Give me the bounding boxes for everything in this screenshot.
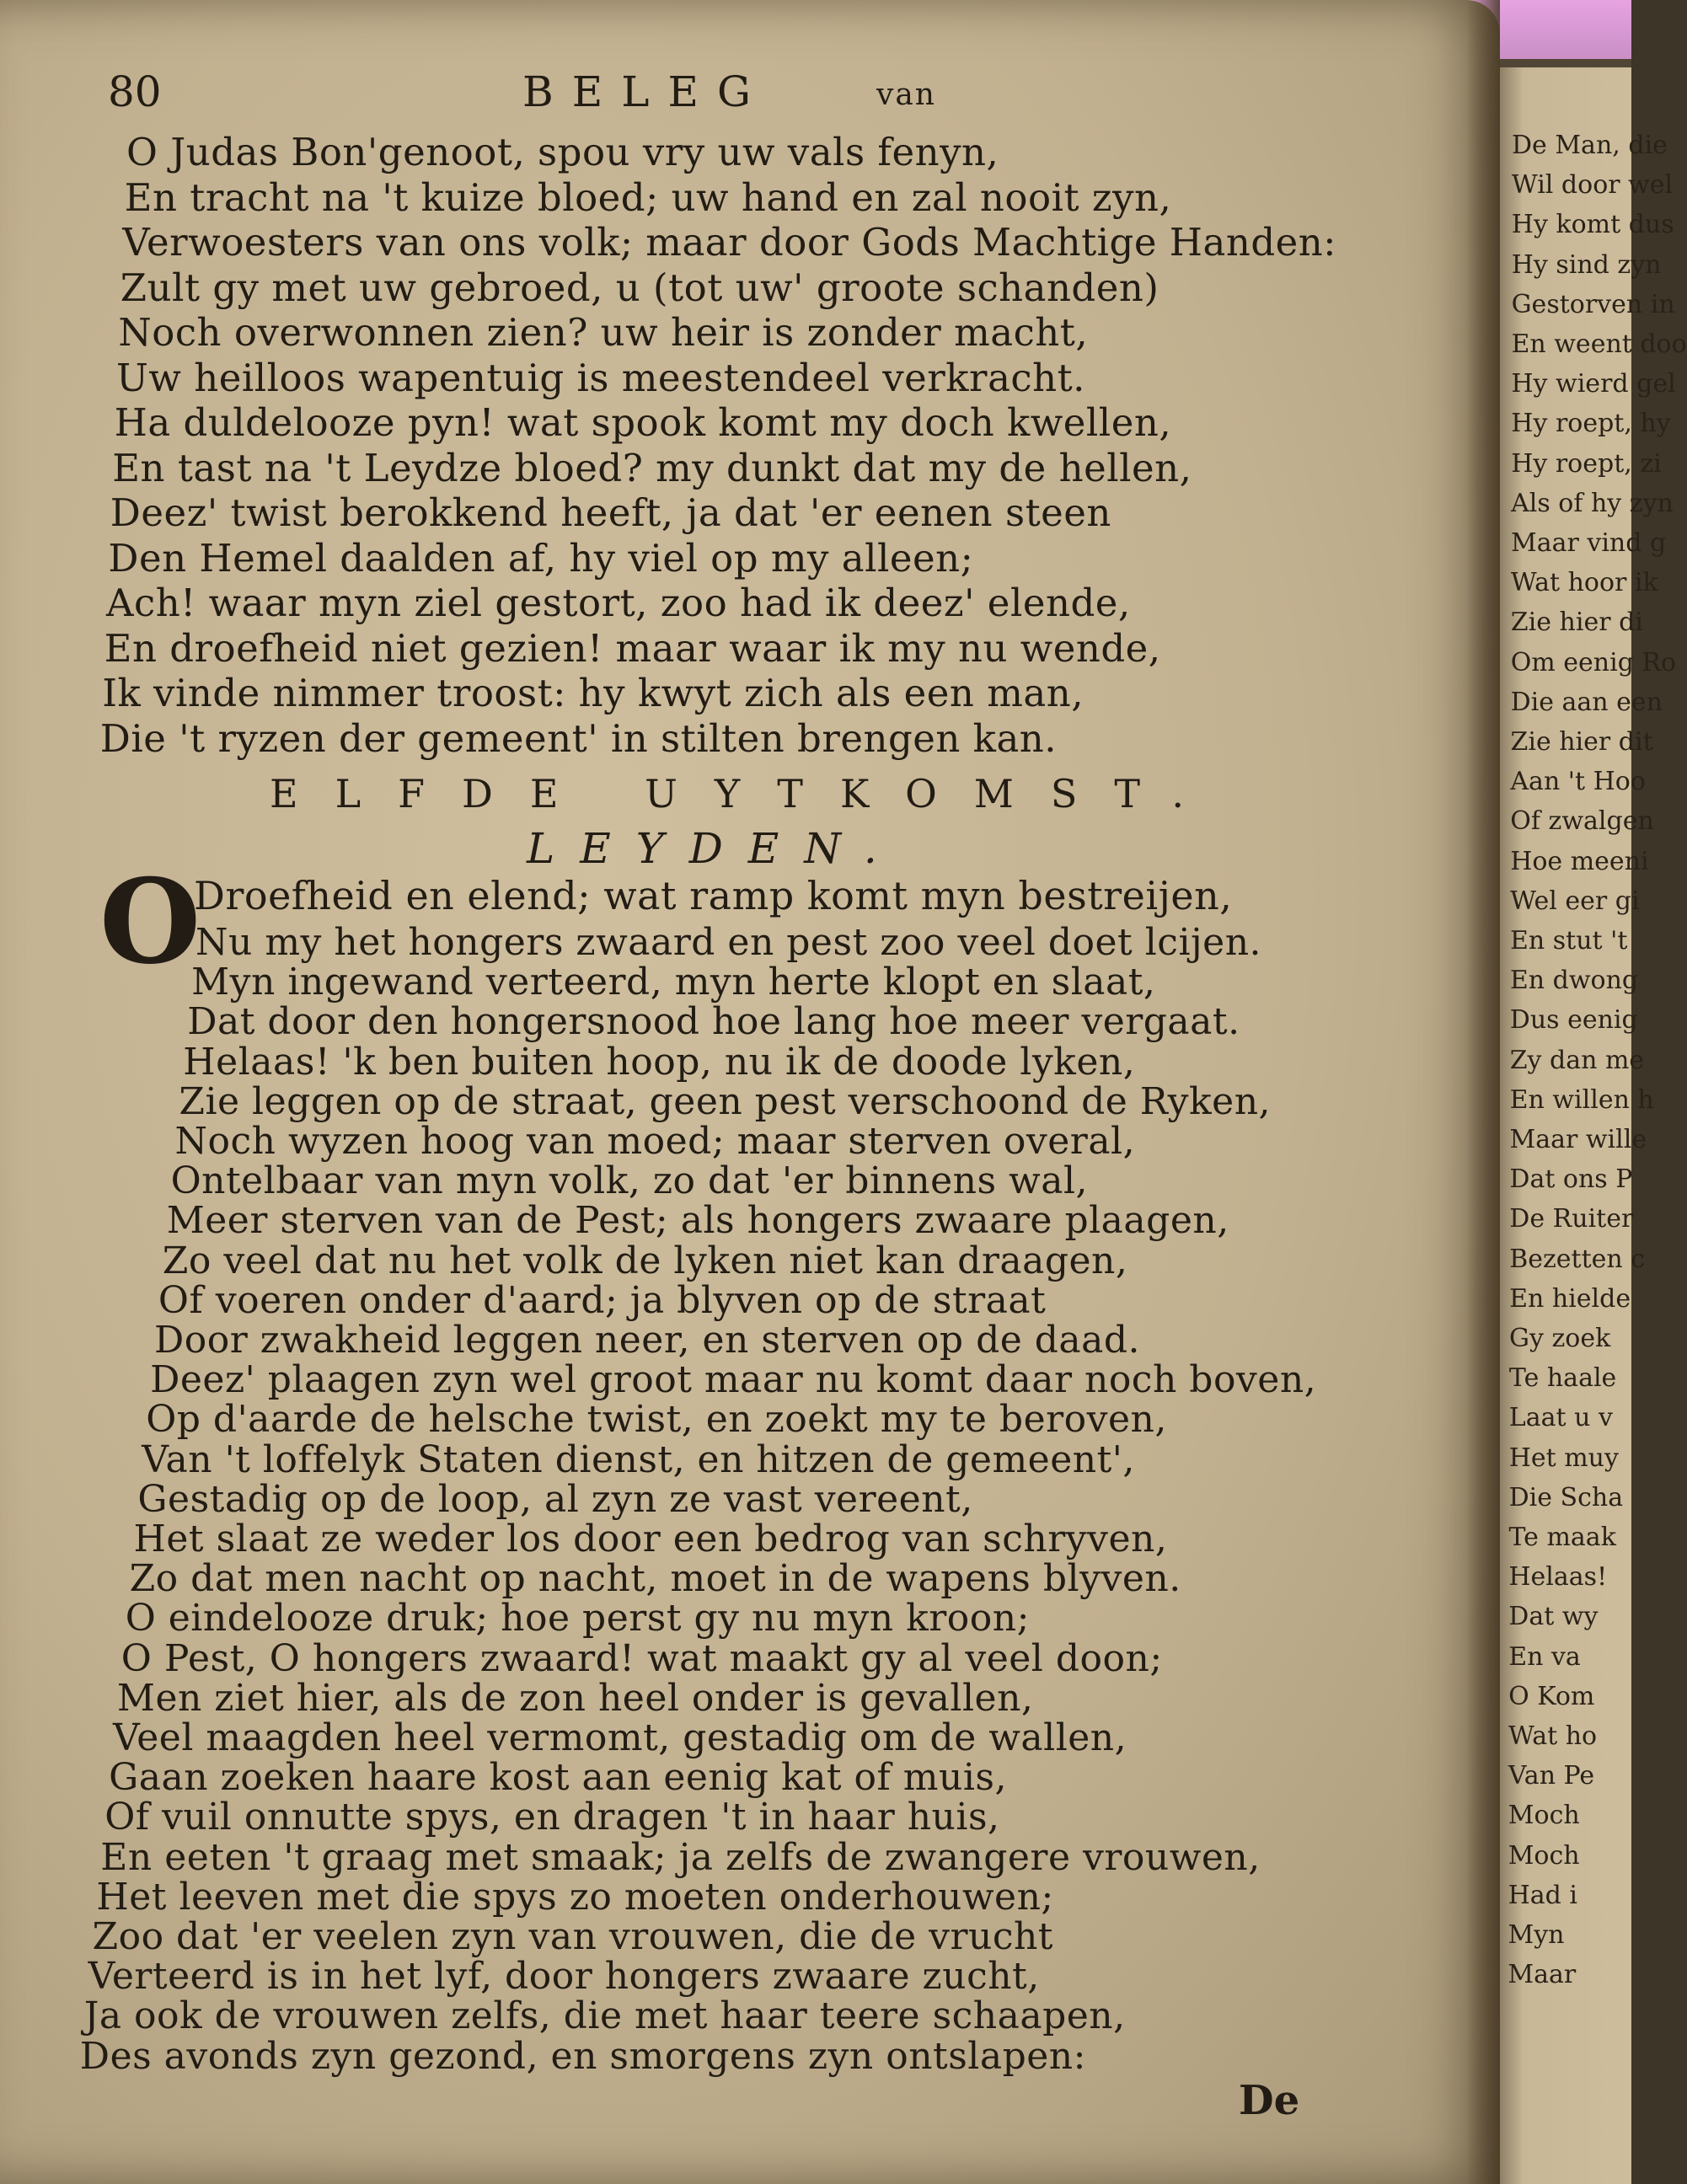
verse-line: Meer sterven van de Pest; als hongers zwaare plaagen,	[166, 1199, 1229, 1243]
facing-page-line: Hy wierd gel	[1511, 369, 1676, 399]
facing-page-line: Te haale	[1508, 1363, 1617, 1394]
facing-page-line: En hielde	[1509, 1283, 1631, 1314]
facing-page-line: Had i	[1508, 1880, 1577, 1910]
facing-page-line: Het muy	[1508, 1443, 1619, 1473]
book-gutter-shadow	[1466, 0, 1500, 2184]
verse-line: En droefheid niet gezien! maar waar ik my nu wende,	[104, 625, 1161, 671]
facing-page-line: Hy roept, zi	[1511, 448, 1662, 479]
facing-page-line: Moch	[1508, 1840, 1580, 1871]
facing-page-line: Gy zoek	[1509, 1324, 1611, 1353]
verse-line: Helaas! 'k ben buiten hoop, nu ik de doode lyken,	[183, 1040, 1136, 1084]
verse-line: Ja ook de vrouwen zelfs, die met haar teere schaapen,	[83, 1994, 1126, 2038]
speaker-name: LEYDEN.	[527, 824, 902, 873]
facing-page-line: Bezetten c	[1509, 1244, 1646, 1274]
verse-line: Van 't loffelyk Staten dienst, en hitzen de gemeent',	[142, 1437, 1135, 1481]
verse-line: Of voeren onder d'aard; ja blyven op de straat	[158, 1278, 1047, 1322]
facing-page-line: Maar vind g	[1511, 528, 1667, 558]
right-page-fragment	[1500, 67, 1687, 2184]
verse-line: Ha duldelooze pyn! wat spook komt my doch kwellen,	[114, 400, 1172, 445]
verse-line: O Pest, O hongers zwaard! wat maakt gy al veel doon;	[121, 1636, 1163, 1680]
verse-line: Verteerd is in het lyf, door hongers zwaare zucht,	[88, 1955, 1040, 1999]
verse-line: Zo dat men nacht op nacht, moet in de wapens blyven.	[129, 1557, 1181, 1601]
facing-page-line: En va	[1508, 1641, 1581, 1672]
verse-line: Deez' twist berokkend heeft, ja dat 'er eenen steen	[110, 490, 1111, 535]
facing-page-line: O Kom	[1508, 1681, 1595, 1711]
facing-page-line: Maar wille	[1509, 1125, 1647, 1154]
verse-line: Gestadig op de loop, al zyn ze vast vereent,	[137, 1477, 973, 1521]
verse-line: Of vuil onnutte spys, en dragen 't in haar huis,	[104, 1796, 1000, 1839]
facing-page-line: Of zwalgen	[1510, 806, 1654, 837]
running-title-tail: van	[876, 78, 936, 112]
facing-page-line: Te maak	[1508, 1523, 1616, 1552]
facing-page-line: Wat ho	[1508, 1721, 1598, 1751]
facing-page-line: Hoe meeni	[1510, 846, 1649, 876]
facing-page-line: Wel eer gi	[1510, 886, 1640, 916]
facing-page-line: Om eenig Ro	[1510, 647, 1677, 677]
page-number: 80	[108, 67, 162, 116]
facing-page-line: De Ruiter	[1509, 1204, 1634, 1234]
verse-line: Men ziet hier, als de zon heel onder is gevallen,	[116, 1676, 1034, 1720]
facing-page-line: Aan 't Hoo	[1510, 767, 1646, 797]
facing-page-line: Dat ons P	[1509, 1164, 1633, 1195]
facing-page-line: Zy dan me	[1509, 1045, 1645, 1075]
verse-line: Zo veel dat nu het volk de lyken niet kan draagen,	[162, 1239, 1128, 1282]
facing-page-line: Dat wy	[1508, 1602, 1599, 1632]
facing-page-line: Die Scha	[1508, 1482, 1624, 1512]
verse-line: En eeten 't graag met smaak; ja zelfs de zwangere vrouwen,	[100, 1835, 1261, 1879]
verse-line: Door zwakheid leggen neer, en sterven op de daad.	[154, 1319, 1141, 1362]
verse-line: Uw heilloos wapentuig is meestendeel verkracht.	[116, 355, 1085, 400]
verse-line: Op d'aarde de helsche twist, en zoekt my te beroven,	[146, 1398, 1167, 1442]
facing-page-line: De Man, die	[1512, 131, 1668, 160]
drop-cap: O	[99, 853, 201, 990]
verse-line-first: Droefheid en elend; wat ramp komt myn bestreijen,	[194, 873, 1233, 918]
verse-line: Het slaat ze weder los door een bedrog van schryven,	[133, 1518, 1168, 1560]
verse-line: Dat door den hongersnood hoe lang hoe meer vergaat.	[187, 1000, 1240, 1044]
verse-line: Ach! waar myn ziel gestort, zoo had ik deez' elende,	[106, 581, 1131, 625]
facing-page-line: Als of hy zyn	[1511, 488, 1674, 518]
verse-line: Veel maagden heel vermomt, gestadig om de wallen,	[113, 1716, 1127, 1759]
facing-page-line: Wat hoor ik	[1510, 568, 1658, 598]
verse-line: Noch wyzen hoog van moed; maar sterven overal,	[174, 1120, 1136, 1163]
facing-page-line: Maar	[1508, 1960, 1577, 1990]
verse-line: Den Hemel daalden af, hy viel op my alleen;	[108, 535, 974, 581]
verse-line: Zult gy met uw gebroed, u (tot uw' groote schanden)	[120, 265, 1159, 310]
facing-page-line: Hy komt dus	[1511, 210, 1674, 240]
facing-page-line: Gestorven in	[1511, 289, 1675, 319]
verse-line: Zoo dat 'er veelen zyn van vrouwen, die de vrucht	[92, 1915, 1053, 1958]
verse-line: Ontelbaar van myn volk, zo dat 'er binnens wal,	[170, 1159, 1089, 1203]
facing-page-line: Van Pe	[1508, 1761, 1595, 1791]
verse-line: O eindelooze druk; hoe perst gy nu myn kroon;	[125, 1597, 1030, 1641]
verse-line: En tracht na 't kuize bloed; uw hand en zal nooit zyn,	[124, 174, 1172, 220]
verse-line: Verwoesters van ons volk; maar door Gods Machtige Handen:	[122, 220, 1336, 265]
verse-line: O Judas Bon'genoot, spou vry uw vals fenyn,	[126, 130, 999, 174]
verse-line: Myn ingewand verteerd, myn herte klopt en slaat,	[191, 961, 1156, 1004]
facing-page-line: Die aan een	[1510, 687, 1663, 717]
catchword: De	[1239, 2077, 1300, 2124]
facing-page-line: Hy sind zyn	[1511, 249, 1662, 280]
facing-page-line: Wil door wel	[1511, 170, 1674, 201]
verse-line: Deez' plaagen zyn wel groot maar nu komt daar noch boven,	[150, 1358, 1317, 1402]
verse-line: Het leeven met die spys zo moeten onderhouwen;	[96, 1875, 1054, 1919]
verse-line: Gaan zoeken haare kost aan eenig kat of muis,	[109, 1756, 1007, 1800]
verse-line: Nu my het hongers zwaard en pest zoo veel doet lcijen.	[195, 921, 1262, 964]
facing-page-line: Myn	[1508, 1920, 1565, 1950]
facing-page-line: Helaas!	[1508, 1562, 1608, 1592]
verse-line: Die 't ryzen der gemeent' in stilten brengen kan.	[99, 715, 1058, 761]
running-title: BELEG	[522, 67, 769, 116]
verse-line: Zie leggen op de straat, geen pest verschoond de Ryken,	[179, 1079, 1272, 1123]
facing-page-line: Zie hier dit	[1510, 727, 1653, 757]
facing-page-line: Zie hier di	[1510, 608, 1643, 638]
facing-page-line: Dus eenig	[1509, 1005, 1638, 1036]
verse-line: Noch overwonnen zien? uw heir is zonder macht,	[118, 310, 1089, 355]
verse-line: Ik vinde nimmer troost: hy kwyt zich als een man,	[102, 671, 1084, 715]
verse-line: Des avonds zyn gezond, en smorgens zyn ontslapen:	[79, 2034, 1086, 2078]
facing-page-line: Laat u v	[1508, 1403, 1613, 1433]
verse-line: En tast na 't Leydze bloed? my dunkt dat my de hellen,	[112, 445, 1192, 490]
section-title: ELFDE UYTKOMST.	[270, 771, 1221, 816]
facing-page-line: Hy roept, hy	[1511, 409, 1671, 439]
facing-page-line: Moch	[1508, 1801, 1580, 1831]
facing-page-line: En willen h	[1509, 1084, 1654, 1115]
facing-page-line: En weent doo	[1511, 329, 1687, 359]
facing-page-line: En dwong	[1509, 966, 1639, 996]
facing-page-line: En stut 't	[1510, 926, 1628, 956]
